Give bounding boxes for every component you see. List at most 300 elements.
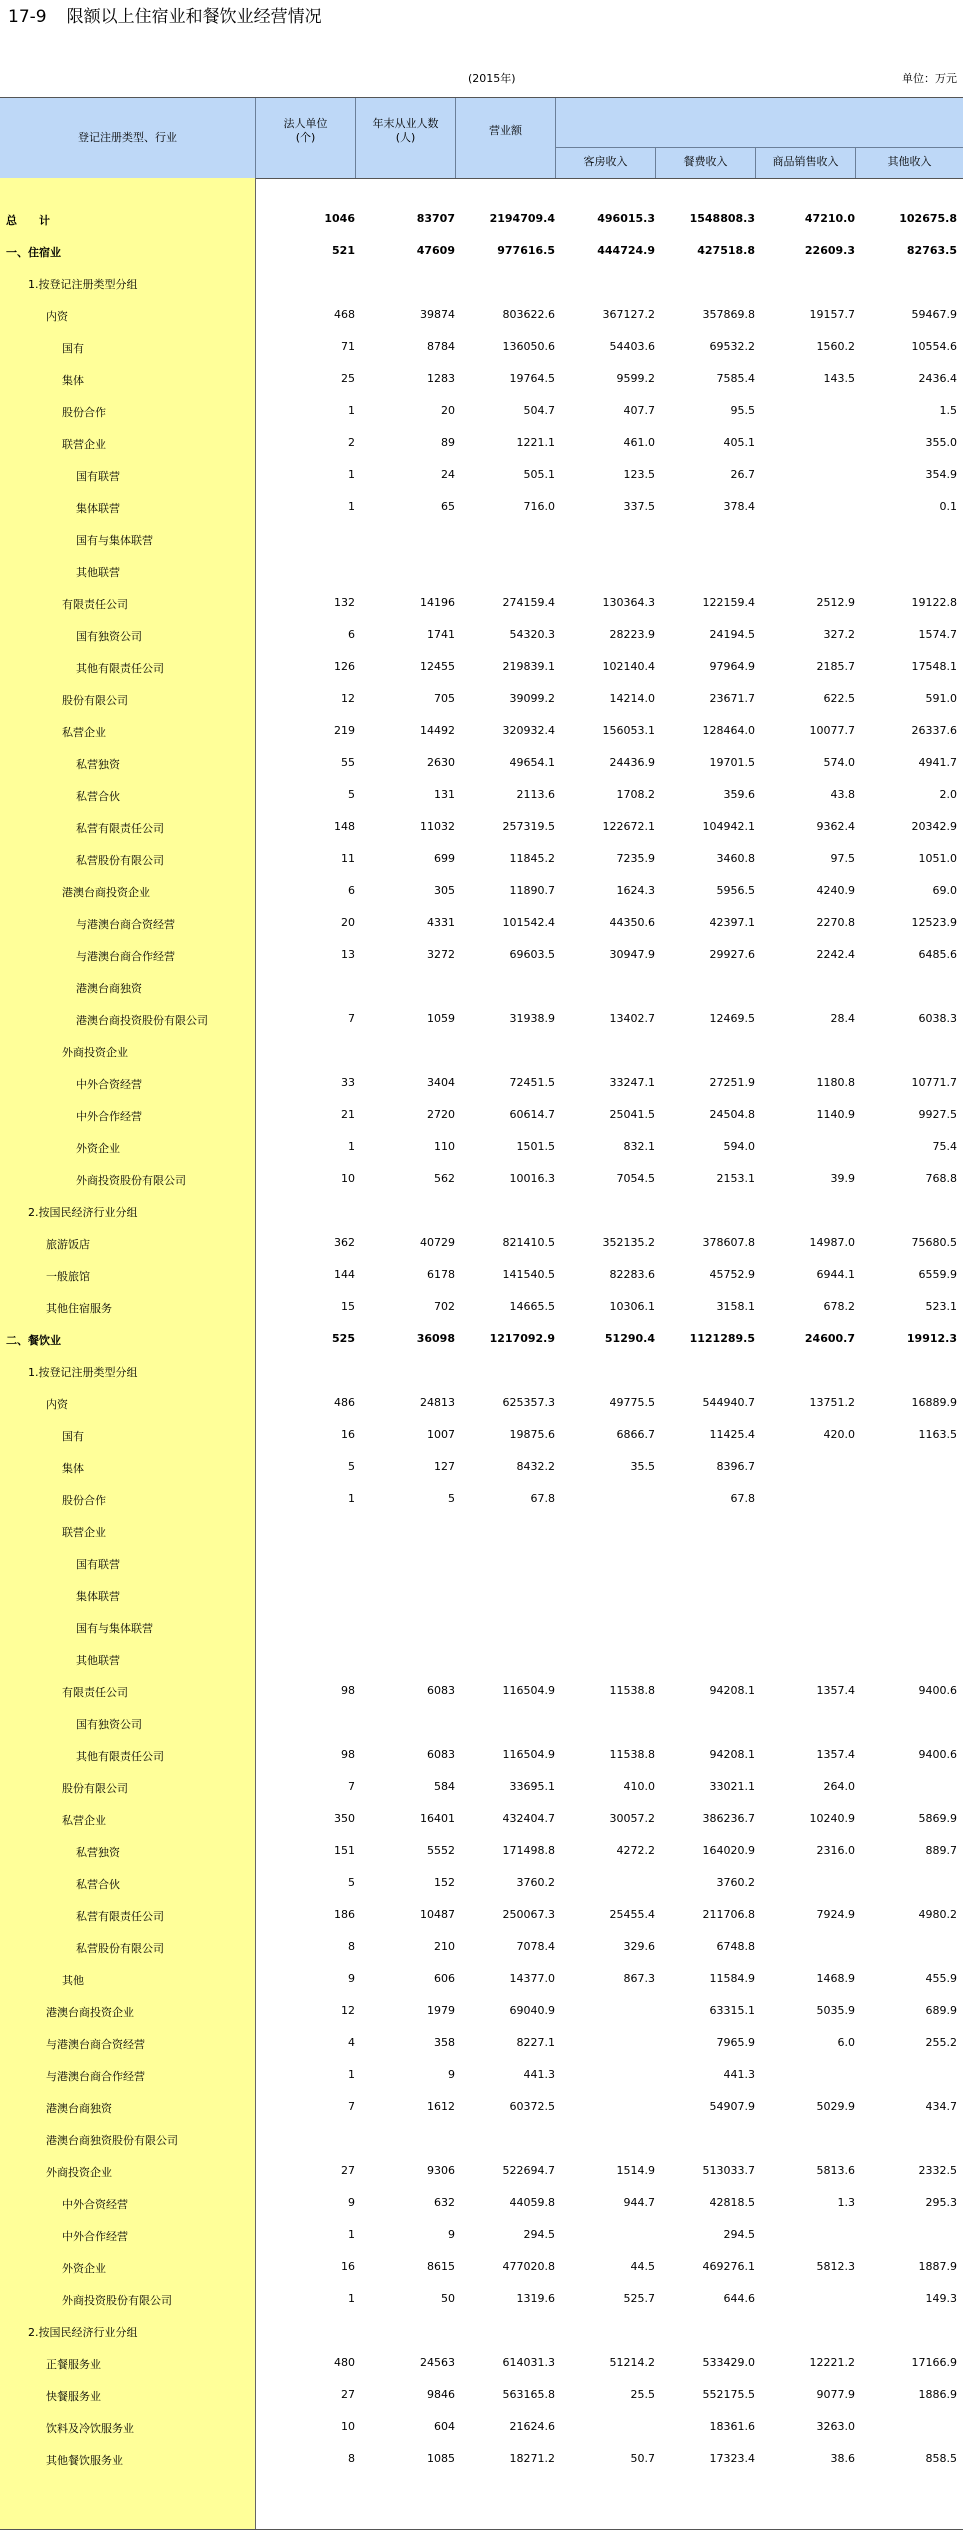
table-header bbox=[0, 97, 963, 179]
row-value: 47210.0 bbox=[804, 212, 855, 225]
table-row bbox=[0, 651, 963, 683]
row-value: 28.4 bbox=[830, 1012, 855, 1025]
row-value: 584 bbox=[434, 1780, 455, 1793]
row-value: 1 bbox=[348, 2292, 355, 2305]
row-label: 私营股份有限公司 bbox=[76, 1942, 164, 1955]
row-value: 337.5 bbox=[623, 500, 655, 513]
row-value: 8 bbox=[348, 1940, 355, 1953]
row-value: 11584.9 bbox=[709, 1972, 755, 1985]
row-value: 2332.5 bbox=[918, 2164, 957, 2177]
row-value: 295.3 bbox=[925, 2196, 957, 2209]
year-label: (2015年) bbox=[468, 72, 516, 85]
table-bottom-border bbox=[0, 2529, 963, 2530]
row-value: 210 bbox=[434, 1940, 455, 1953]
row-value: 378.4 bbox=[723, 500, 755, 513]
table-row bbox=[0, 1291, 963, 1323]
row-value: 9362.4 bbox=[816, 820, 855, 833]
row-value: 525 bbox=[332, 1332, 355, 1345]
row-value: 12523.9 bbox=[911, 916, 957, 929]
row-value: 1046 bbox=[324, 212, 355, 225]
row-value: 7585.4 bbox=[716, 372, 755, 385]
row-value: 3272 bbox=[427, 948, 455, 961]
table-title: 限额以上住宿业和餐饮业经营情况 bbox=[66, 7, 322, 27]
row-value: 5 bbox=[348, 788, 355, 801]
row-value: 3460.8 bbox=[716, 852, 755, 865]
header-other-income: 其他收入 bbox=[887, 155, 932, 168]
row-value: 1007 bbox=[427, 1428, 455, 1441]
row-value: 19122.8 bbox=[911, 596, 957, 609]
row-value: 3760.2 bbox=[716, 1876, 755, 1889]
row-value: 357869.8 bbox=[702, 308, 755, 321]
row-value: 24600.7 bbox=[804, 1332, 855, 1345]
row-value: 768.8 bbox=[925, 1172, 957, 1185]
row-value: 10 bbox=[341, 2420, 355, 2433]
row-value: 441.3 bbox=[523, 2068, 555, 2081]
table-row bbox=[0, 2411, 963, 2443]
table-row bbox=[0, 2123, 963, 2155]
row-value: 9 bbox=[448, 2068, 455, 2081]
table-row bbox=[0, 267, 963, 299]
header-room-income: 客房收入 bbox=[583, 155, 628, 168]
row-value: 11 bbox=[341, 852, 355, 865]
row-value: 98 bbox=[341, 1684, 355, 1697]
row-value: 0.1 bbox=[939, 500, 957, 513]
row-value: 59467.9 bbox=[911, 308, 957, 321]
row-value: 25455.4 bbox=[609, 1908, 655, 1921]
header-legal-units: 法人单位 (个) bbox=[283, 117, 328, 144]
row-value: 5956.5 bbox=[716, 884, 755, 897]
row-value: 274159.4 bbox=[502, 596, 555, 609]
row-value: 5035.9 bbox=[816, 2004, 855, 2017]
row-value: 11538.8 bbox=[609, 1684, 655, 1697]
row-value: 33021.1 bbox=[709, 1780, 755, 1793]
row-value: 49775.5 bbox=[609, 1396, 655, 1409]
row-value: 60372.5 bbox=[509, 2100, 555, 2113]
row-value: 533429.0 bbox=[702, 2356, 755, 2369]
row-value: 98 bbox=[341, 1748, 355, 1761]
row-value: 44059.8 bbox=[509, 2196, 555, 2209]
row-value: 144 bbox=[334, 1268, 355, 1281]
row-value: 386236.7 bbox=[702, 1812, 755, 1825]
row-label: 一般旅馆 bbox=[46, 1270, 90, 1283]
table-row bbox=[0, 1163, 963, 1195]
row-value: 1741 bbox=[427, 628, 455, 641]
row-value: 12455 bbox=[420, 660, 455, 673]
row-label: 私营有限责任公司 bbox=[76, 1910, 164, 1923]
row-value: 17548.1 bbox=[911, 660, 957, 673]
row-value: 39099.2 bbox=[509, 692, 555, 705]
row-value: 95.5 bbox=[730, 404, 755, 417]
row-label: 中外合资经营 bbox=[76, 1078, 142, 1091]
row-value: 5 bbox=[348, 1460, 355, 1473]
row-value: 19875.6 bbox=[509, 1428, 555, 1441]
row-value: 136050.6 bbox=[502, 340, 555, 353]
row-value: 1886.9 bbox=[918, 2388, 957, 2401]
row-value: 496015.3 bbox=[597, 212, 655, 225]
row-value: 9306 bbox=[427, 2164, 455, 2177]
row-value: 1624.3 bbox=[616, 884, 655, 897]
row-value: 24563 bbox=[420, 2356, 455, 2369]
row-value: 1140.9 bbox=[816, 1108, 855, 1121]
table-row bbox=[0, 1259, 963, 1291]
row-value: 1 bbox=[348, 1140, 355, 1153]
row-value: 362 bbox=[334, 1236, 355, 1249]
row-value: 4 bbox=[348, 2036, 355, 2049]
row-label: 国有与集体联营 bbox=[76, 534, 153, 547]
row-value: 13402.7 bbox=[609, 1012, 655, 1025]
row-value: 65 bbox=[441, 500, 455, 513]
row-label: 正餐服务业 bbox=[46, 2358, 101, 2371]
table-row bbox=[0, 523, 963, 555]
row-value: 1051.0 bbox=[918, 852, 957, 865]
row-value: 17323.4 bbox=[709, 2452, 755, 2465]
row-label: 内资 bbox=[46, 310, 68, 323]
row-value: 26337.6 bbox=[911, 724, 957, 737]
row-value: 1180.8 bbox=[816, 1076, 855, 1089]
row-value: 89 bbox=[441, 436, 455, 449]
row-value: 2512.9 bbox=[816, 596, 855, 609]
row-value: 803622.6 bbox=[502, 308, 555, 321]
row-value: 504.7 bbox=[523, 404, 555, 417]
row-value: 255.2 bbox=[925, 2036, 957, 2049]
row-label: 外资企业 bbox=[76, 1142, 120, 1155]
row-value: 141540.5 bbox=[502, 1268, 555, 1281]
row-value: 10240.9 bbox=[809, 1812, 855, 1825]
row-value: 867.3 bbox=[623, 1972, 655, 1985]
row-value: 14665.5 bbox=[509, 1300, 555, 1313]
row-value: 469276.1 bbox=[702, 2260, 755, 2273]
row-value: 6 bbox=[348, 884, 355, 897]
row-value: 13751.2 bbox=[809, 1396, 855, 1409]
row-value: 5812.3 bbox=[816, 2260, 855, 2273]
row-value: 21 bbox=[341, 1108, 355, 1121]
row-value: 102675.8 bbox=[899, 212, 957, 225]
row-value: 3158.1 bbox=[716, 1300, 755, 1313]
row-value: 461.0 bbox=[623, 436, 655, 449]
table-row bbox=[0, 747, 963, 779]
row-value: 5 bbox=[348, 1876, 355, 1889]
row-value: 6083 bbox=[427, 1748, 455, 1761]
row-label: 港澳台商投资企业 bbox=[46, 2006, 134, 2019]
row-label: 国有独资公司 bbox=[76, 630, 142, 643]
row-label: 饮料及冷饮服务业 bbox=[46, 2422, 134, 2435]
row-value: 5869.9 bbox=[918, 1812, 957, 1825]
row-value: 977616.5 bbox=[497, 244, 555, 257]
row-value: 10077.7 bbox=[809, 724, 855, 737]
row-value: 30057.2 bbox=[609, 1812, 655, 1825]
row-value: 3404 bbox=[427, 1076, 455, 1089]
table-row bbox=[0, 2059, 963, 2091]
table-row bbox=[0, 395, 963, 427]
table-number: 17-9 bbox=[8, 7, 47, 27]
row-value: 14492 bbox=[420, 724, 455, 737]
row-value: 50.7 bbox=[630, 2452, 655, 2465]
row-value: 614031.3 bbox=[502, 2356, 555, 2369]
row-label: 港澳台商投资股份有限公司 bbox=[76, 1014, 208, 1027]
row-value: 82763.5 bbox=[906, 244, 957, 257]
row-value: 1059 bbox=[427, 1012, 455, 1025]
row-value: 832.1 bbox=[623, 1140, 655, 1153]
row-value: 604 bbox=[434, 2420, 455, 2433]
row-label: 有限责任公司 bbox=[62, 1686, 128, 1699]
row-value: 33 bbox=[341, 1076, 355, 1089]
row-value: 15 bbox=[341, 1300, 355, 1313]
row-value: 44350.6 bbox=[609, 916, 655, 929]
row-value: 152 bbox=[434, 1876, 455, 1889]
table-row bbox=[0, 1323, 963, 1355]
row-value: 25.5 bbox=[630, 2388, 655, 2401]
row-value: 2242.4 bbox=[816, 948, 855, 961]
row-value: 6748.8 bbox=[716, 1940, 755, 1953]
row-label: 与港澳台商合作经营 bbox=[46, 2070, 145, 2083]
row-value: 67.8 bbox=[730, 1492, 755, 1505]
row-value: 6944.1 bbox=[816, 1268, 855, 1281]
row-label: 联营企业 bbox=[62, 438, 106, 451]
row-value: 441.3 bbox=[723, 2068, 755, 2081]
row-value: 164020.9 bbox=[702, 1844, 755, 1857]
row-value: 143.5 bbox=[823, 372, 855, 385]
row-value: 2270.8 bbox=[816, 916, 855, 929]
row-value: 94208.1 bbox=[709, 1684, 755, 1697]
row-value: 1357.4 bbox=[816, 1748, 855, 1761]
row-value: 1612 bbox=[427, 2100, 455, 2113]
row-value: 69.0 bbox=[932, 884, 957, 897]
table-row bbox=[0, 427, 963, 459]
table-row bbox=[0, 2443, 963, 2475]
row-value: 25 bbox=[341, 372, 355, 385]
table-row bbox=[0, 1995, 963, 2027]
row-value: 1501.5 bbox=[516, 1140, 555, 1153]
row-value: 27 bbox=[341, 2164, 355, 2177]
row-value: 69603.5 bbox=[509, 948, 555, 961]
row-value: 521 bbox=[332, 244, 355, 257]
row-value: 4272.2 bbox=[616, 1844, 655, 1857]
row-value: 8784 bbox=[427, 340, 455, 353]
table-row bbox=[0, 1835, 963, 1867]
row-value: 11845.2 bbox=[509, 852, 555, 865]
row-value: 54403.6 bbox=[609, 340, 655, 353]
row-value: 171498.8 bbox=[502, 1844, 555, 1857]
row-value: 821410.5 bbox=[502, 1236, 555, 1249]
row-value: 69040.9 bbox=[509, 2004, 555, 2017]
table-row bbox=[0, 1067, 963, 1099]
row-value: 367127.2 bbox=[602, 308, 655, 321]
row-value: 7 bbox=[348, 1012, 355, 1025]
row-value: 69532.2 bbox=[709, 340, 755, 353]
row-value: 16401 bbox=[420, 1812, 455, 1825]
row-label: 国有 bbox=[62, 1430, 84, 1443]
row-label: 股份有限公司 bbox=[62, 1782, 128, 1795]
row-value: 354.9 bbox=[925, 468, 957, 481]
row-label: 外商投资企业 bbox=[46, 2166, 112, 2179]
row-value: 250067.3 bbox=[502, 1908, 555, 1921]
row-value: 40729 bbox=[420, 1236, 455, 1249]
header-meal-income: 餐费收入 bbox=[683, 155, 728, 168]
row-value: 359.6 bbox=[723, 788, 755, 801]
row-value: 420.0 bbox=[823, 1428, 855, 1441]
row-label: 外商投资股份有限公司 bbox=[76, 1174, 186, 1187]
table-row bbox=[0, 779, 963, 811]
row-value: 8615 bbox=[427, 2260, 455, 2273]
row-value: 116504.9 bbox=[502, 1684, 555, 1697]
row-value: 22609.3 bbox=[804, 244, 855, 257]
row-value: 2153.1 bbox=[716, 1172, 755, 1185]
row-label: 其他住宿服务 bbox=[46, 1302, 112, 1315]
row-value: 2316.0 bbox=[816, 1844, 855, 1857]
row-value: 127 bbox=[434, 1460, 455, 1473]
row-value: 148 bbox=[334, 820, 355, 833]
row-value: 18361.6 bbox=[709, 2420, 755, 2433]
row-value: 9846 bbox=[427, 2388, 455, 2401]
row-value: 42397.1 bbox=[709, 916, 755, 929]
row-label: 外商投资企业 bbox=[62, 1046, 128, 1059]
row-value: 9 bbox=[348, 2196, 355, 2209]
row-value: 1085 bbox=[427, 2452, 455, 2465]
table-row bbox=[0, 2027, 963, 2059]
row-value: 17166.9 bbox=[911, 2356, 957, 2369]
row-value: 24194.5 bbox=[709, 628, 755, 641]
row-value: 6 bbox=[348, 628, 355, 641]
row-value: 378607.8 bbox=[702, 1236, 755, 1249]
row-value: 522694.7 bbox=[502, 2164, 555, 2177]
row-value: 4980.2 bbox=[918, 1908, 957, 1921]
row-value: 33695.1 bbox=[509, 1780, 555, 1793]
row-value: 82283.6 bbox=[609, 1268, 655, 1281]
row-value: 2720 bbox=[427, 1108, 455, 1121]
table-row bbox=[0, 1707, 963, 1739]
row-label: 外资企业 bbox=[62, 2262, 106, 2275]
table-row bbox=[0, 2283, 963, 2315]
row-value: 7078.4 bbox=[516, 1940, 555, 1953]
row-value: 1548808.3 bbox=[689, 212, 755, 225]
table-row bbox=[0, 299, 963, 331]
row-label: 私营独资 bbox=[76, 1846, 120, 1859]
row-value: 2630 bbox=[427, 756, 455, 769]
row-value: 25041.5 bbox=[609, 1108, 655, 1121]
row-value: 75680.5 bbox=[911, 1236, 957, 1249]
row-value: 14214.0 bbox=[609, 692, 655, 705]
row-value: 132 bbox=[334, 596, 355, 609]
row-label: 中外合作经营 bbox=[76, 1110, 142, 1123]
table-row bbox=[0, 2155, 963, 2187]
row-label: 私营合伙 bbox=[76, 790, 120, 803]
row-label: 港澳台商独资 bbox=[46, 2102, 112, 2115]
row-label: 集体 bbox=[62, 1462, 84, 1475]
row-value: 60614.7 bbox=[509, 1108, 555, 1121]
row-value: 632 bbox=[434, 2196, 455, 2209]
table-row bbox=[0, 683, 963, 715]
row-value: 11032 bbox=[420, 820, 455, 833]
row-value: 42818.5 bbox=[709, 2196, 755, 2209]
table-row bbox=[0, 363, 963, 395]
row-value: 407.7 bbox=[623, 404, 655, 417]
row-label: 中外合作经营 bbox=[62, 2230, 128, 2243]
row-value: 477020.8 bbox=[502, 2260, 555, 2273]
table-row bbox=[0, 2219, 963, 2251]
row-value: 294.5 bbox=[523, 2228, 555, 2241]
row-value: 14987.0 bbox=[809, 1236, 855, 1249]
row-value: 23671.7 bbox=[709, 692, 755, 705]
table-row bbox=[0, 555, 963, 587]
row-value: 6083 bbox=[427, 1684, 455, 1697]
row-value: 8 bbox=[348, 2452, 355, 2465]
row-value: 24 bbox=[441, 468, 455, 481]
table-row bbox=[0, 875, 963, 907]
row-value: 110 bbox=[434, 1140, 455, 1153]
row-value: 5029.9 bbox=[816, 2100, 855, 2113]
row-value: 1 bbox=[348, 468, 355, 481]
row-value: 11538.8 bbox=[609, 1748, 655, 1761]
row-value: 123.5 bbox=[623, 468, 655, 481]
row-value: 10 bbox=[341, 1172, 355, 1185]
row-value: 27 bbox=[341, 2388, 355, 2401]
row-value: 83707 bbox=[416, 212, 455, 225]
row-value: 9077.9 bbox=[816, 2388, 855, 2401]
row-value: 51214.2 bbox=[609, 2356, 655, 2369]
row-value: 13 bbox=[341, 948, 355, 961]
row-value: 257319.5 bbox=[502, 820, 555, 833]
row-value: 352135.2 bbox=[602, 1236, 655, 1249]
row-value: 305 bbox=[434, 884, 455, 897]
row-value: 705 bbox=[434, 692, 455, 705]
row-value: 1.3 bbox=[837, 2196, 855, 2209]
row-value: 16 bbox=[341, 2260, 355, 2273]
row-value: 21624.6 bbox=[509, 2420, 555, 2433]
table-row bbox=[0, 459, 963, 491]
row-value: 122159.4 bbox=[702, 596, 755, 609]
table-row bbox=[0, 331, 963, 363]
row-value: 10016.3 bbox=[509, 1172, 555, 1185]
row-label: 私营股份有限公司 bbox=[76, 854, 164, 867]
row-value: 2185.7 bbox=[816, 660, 855, 673]
row-value: 320932.4 bbox=[502, 724, 555, 737]
row-value: 455.9 bbox=[925, 1972, 957, 1985]
row-value: 1887.9 bbox=[918, 2260, 957, 2273]
row-value: 7054.5 bbox=[616, 1172, 655, 1185]
row-value: 9599.2 bbox=[616, 372, 655, 385]
row-label: 国有独资公司 bbox=[76, 1718, 142, 1731]
row-value: 12 bbox=[341, 2004, 355, 2017]
row-value: 432404.7 bbox=[502, 1812, 555, 1825]
table-row bbox=[0, 1739, 963, 1771]
row-value: 50 bbox=[441, 2292, 455, 2305]
table-row bbox=[0, 203, 963, 235]
row-value: 644.6 bbox=[723, 2292, 755, 2305]
row-label: 中外合资经营 bbox=[62, 2198, 128, 2211]
row-value: 131 bbox=[434, 788, 455, 801]
row-label: 旅游饭店 bbox=[46, 1238, 90, 1251]
row-value: 49654.1 bbox=[509, 756, 555, 769]
table-row bbox=[0, 2347, 963, 2379]
row-value: 480 bbox=[334, 2356, 355, 2369]
row-value: 20 bbox=[441, 404, 455, 417]
row-value: 563165.8 bbox=[502, 2388, 555, 2401]
table-row bbox=[0, 2187, 963, 2219]
row-value: 8396.7 bbox=[716, 1460, 755, 1473]
row-label: 有限责任公司 bbox=[62, 598, 128, 611]
row-value: 130364.3 bbox=[602, 596, 655, 609]
row-value: 1468.9 bbox=[816, 1972, 855, 1985]
row-value: 219 bbox=[334, 724, 355, 737]
row-label: 总 计 bbox=[6, 214, 50, 227]
table-row bbox=[0, 843, 963, 875]
row-value: 1357.4 bbox=[816, 1684, 855, 1697]
row-label: 一、住宿业 bbox=[6, 246, 61, 259]
row-value: 19764.5 bbox=[509, 372, 555, 385]
row-value: 562 bbox=[434, 1172, 455, 1185]
unit-label: 单位：万元 bbox=[902, 72, 957, 85]
row-value: 16889.9 bbox=[911, 1396, 957, 1409]
